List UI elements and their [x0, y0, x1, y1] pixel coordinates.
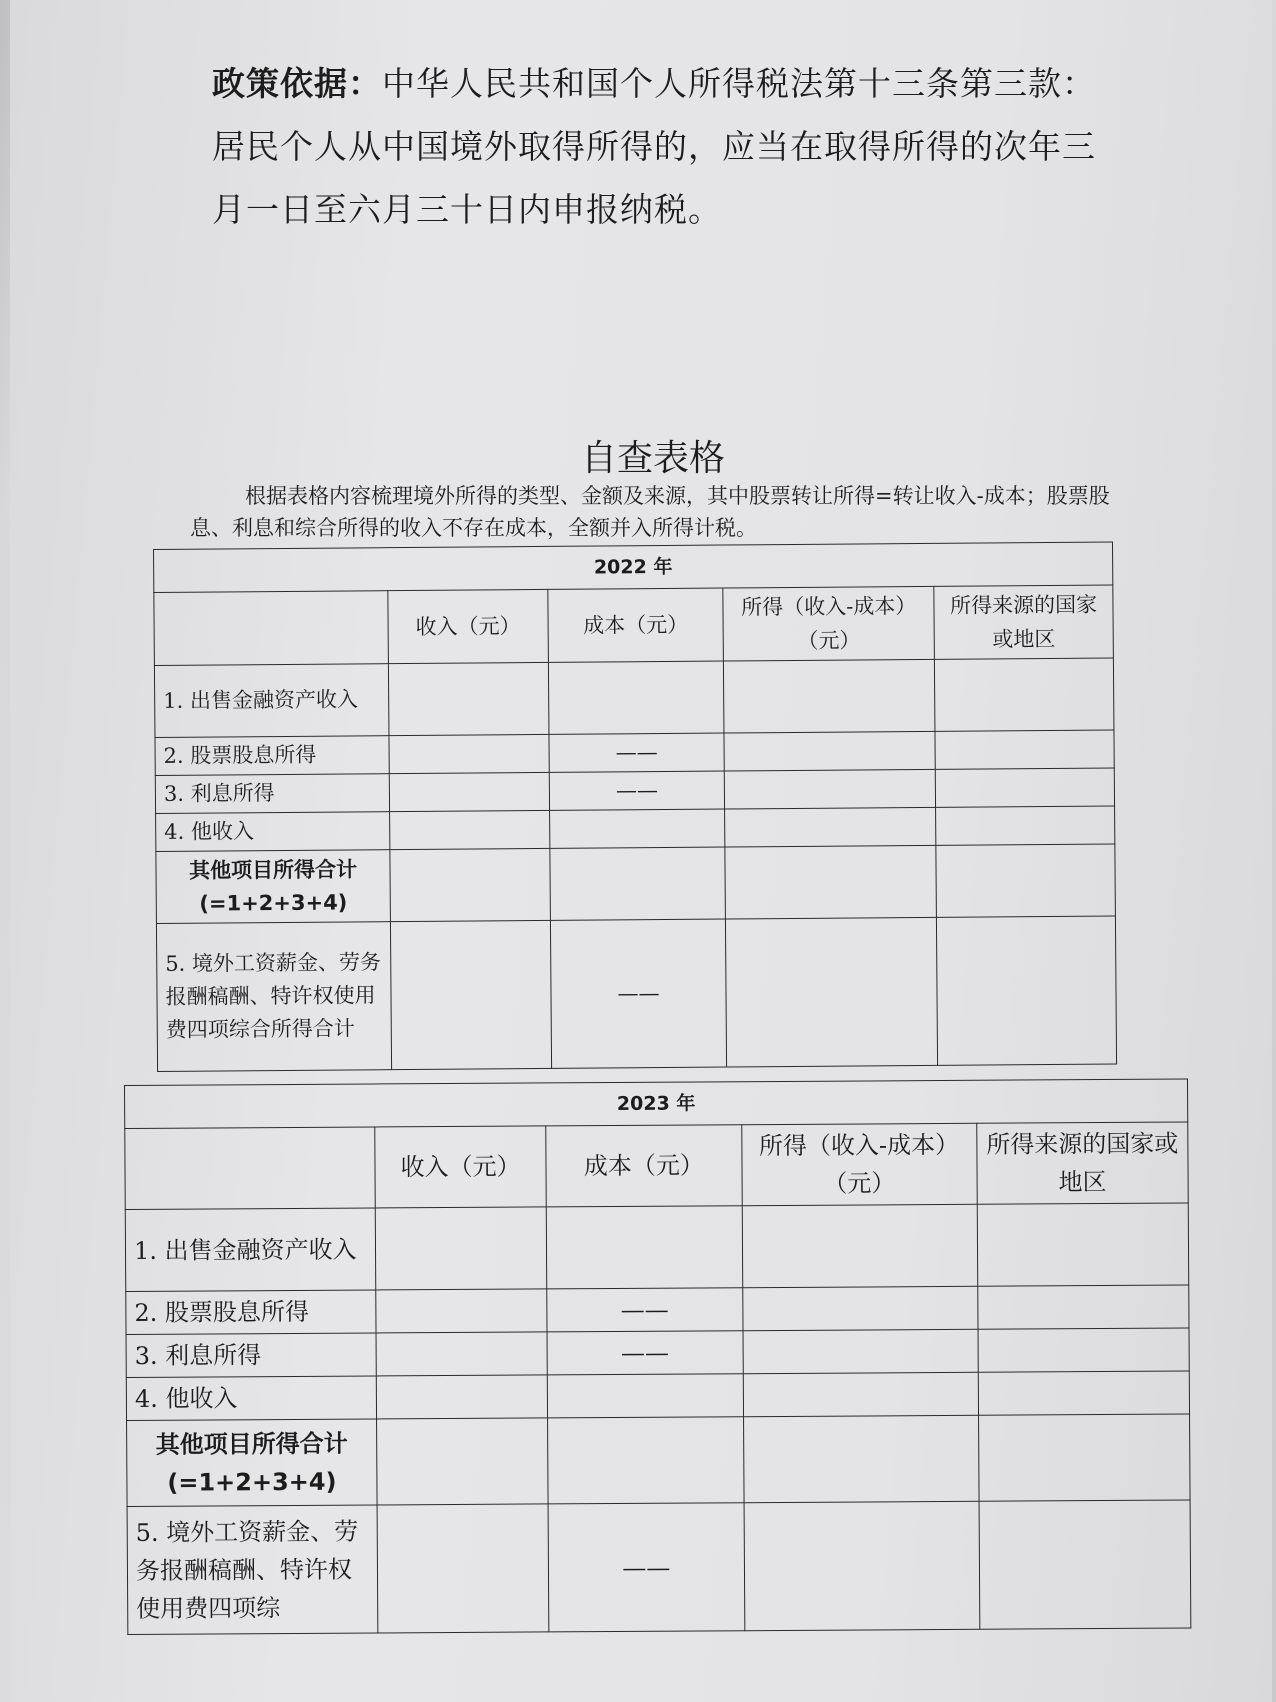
- cell-input[interactable]: [546, 1206, 742, 1289]
- cell-input[interactable]: [377, 1418, 549, 1505]
- cell-input[interactable]: [935, 730, 1114, 769]
- subtotal-title: 其他项目所得合计: [155, 1429, 348, 1459]
- cell-input[interactable]: [978, 1371, 1189, 1415]
- cell-input[interactable]: [376, 1332, 547, 1376]
- cell-input[interactable]: [742, 1286, 978, 1330]
- cell-input[interactable]: [548, 1417, 744, 1504]
- cell-input[interactable]: [724, 731, 935, 771]
- row-label-other: 4. 他收入: [126, 1376, 376, 1421]
- policy-text: 中华人民共和国个人所得税法第十三条第三款：居民个人从中国境外取得所得的，应当在取得所得的次年三月一日至六月三十日内申报纳税。: [212, 64, 1096, 229]
- col-income: 收入（元）: [375, 1126, 547, 1208]
- cell-input[interactable]: [725, 769, 936, 809]
- col-source: 所得来源的国家或地区: [977, 1122, 1189, 1204]
- row-label-subtotal: [127, 1419, 378, 1507]
- subtotal-formula: (=1+2+3+4): [199, 889, 348, 916]
- row-label-financial-assets: 1. 出售金融资产收入: [154, 664, 389, 738]
- col-cost: 成本（元）: [548, 588, 724, 662]
- cell-input[interactable]: [376, 1289, 547, 1333]
- cell-dash: ——: [547, 1288, 743, 1332]
- header-blank: [154, 591, 389, 666]
- cell-dash: ——: [547, 1331, 743, 1375]
- row-label-other: 4. 他收入: [156, 812, 390, 852]
- cell-input[interactable]: [978, 1414, 1190, 1501]
- policy-basis: [212, 52, 1112, 241]
- col-income: 收入（元）: [388, 589, 548, 663]
- cell-input[interactable]: [547, 1374, 743, 1418]
- table-year-2023: 2023 年: [125, 1079, 1188, 1128]
- cell-input[interactable]: [936, 806, 1115, 845]
- cell-input[interactable]: [935, 658, 1114, 731]
- cell-input[interactable]: [935, 768, 1114, 807]
- cell-input[interactable]: [978, 1285, 1189, 1329]
- cell-input[interactable]: [389, 662, 549, 735]
- cell-input[interactable]: [724, 659, 935, 733]
- cell-input[interactable]: [390, 848, 550, 921]
- cell-input[interactable]: [743, 1329, 979, 1373]
- cell-dash: ——: [549, 733, 725, 772]
- cell-input[interactable]: [391, 920, 552, 1069]
- cell-input[interactable]: [743, 1372, 979, 1416]
- cell-input[interactable]: [377, 1504, 549, 1633]
- cell-input[interactable]: [376, 1375, 547, 1419]
- form-instruction: 根据表格内容梳理境外所得的类型、金额及来源，其中股票转让所得=转让收入-成本；股票股息、利息和综合所得的收入不存在成本，全额并入所得计税。: [190, 484, 1110, 540]
- subtotal-formula: (=1+2+3+4): [167, 1467, 337, 1497]
- row-label-comprehensive: 5. 境外工资薪金、劳务报酬稿酬、特许权使用费四项综合所得合计: [156, 922, 391, 1072]
- cell-input[interactable]: [743, 1415, 979, 1502]
- cell-input[interactable]: [979, 1500, 1191, 1629]
- cell-input[interactable]: [375, 1207, 547, 1290]
- cell-dash: ——: [549, 771, 725, 810]
- cell-dash: ——: [548, 1503, 744, 1632]
- cell-input[interactable]: [389, 772, 549, 811]
- cell-input[interactable]: [978, 1328, 1189, 1372]
- col-gain: 所得（收入-成本）（元）: [741, 1123, 977, 1205]
- col-gain: 所得（收入-成本）（元）: [723, 586, 934, 661]
- table-2022: [153, 541, 1117, 1072]
- cell-input[interactable]: [390, 810, 550, 849]
- cell-input[interactable]: [725, 807, 936, 847]
- cell-input[interactable]: [725, 845, 936, 919]
- table-year-2022: 2022 年: [154, 542, 1113, 593]
- row-label-interest: 3. 利息所得: [126, 1333, 376, 1378]
- cell-input[interactable]: [742, 1204, 978, 1287]
- col-source: 所得来源的国家或地区: [934, 585, 1113, 659]
- row-label-interest: 3. 利息所得: [155, 774, 389, 814]
- header-blank: [125, 1127, 375, 1210]
- cell-input[interactable]: [936, 844, 1115, 917]
- cell-input[interactable]: [977, 1203, 1189, 1286]
- row-label-comprehensive: 5. 境外工资薪金、劳务报酬稿酬、特许权使用费四项综: [127, 1505, 378, 1635]
- cell-input[interactable]: [389, 734, 549, 773]
- row-label-subtotal: [156, 850, 391, 924]
- row-label-dividends: 2. 股票股息所得: [126, 1290, 376, 1335]
- policy-label: 政策依据：: [212, 64, 382, 103]
- cell-input[interactable]: [549, 809, 725, 848]
- cell-input[interactable]: [726, 917, 938, 1067]
- subtotal-title: 其他项目所得合计: [188, 856, 358, 883]
- table-2023: [124, 1079, 1191, 1635]
- row-label-dividends: 2. 股票股息所得: [155, 736, 389, 776]
- col-cost: 成本（元）: [546, 1125, 742, 1207]
- cell-input[interactable]: [550, 847, 726, 920]
- row-label-financial-assets: 1. 出售金融资产收入: [125, 1208, 375, 1292]
- cell-input[interactable]: [548, 661, 724, 734]
- cell-input[interactable]: [744, 1501, 980, 1630]
- cell-input[interactable]: [937, 916, 1117, 1065]
- form-title: 自查表格: [580, 438, 725, 479]
- cell-dash: ——: [550, 919, 727, 1068]
